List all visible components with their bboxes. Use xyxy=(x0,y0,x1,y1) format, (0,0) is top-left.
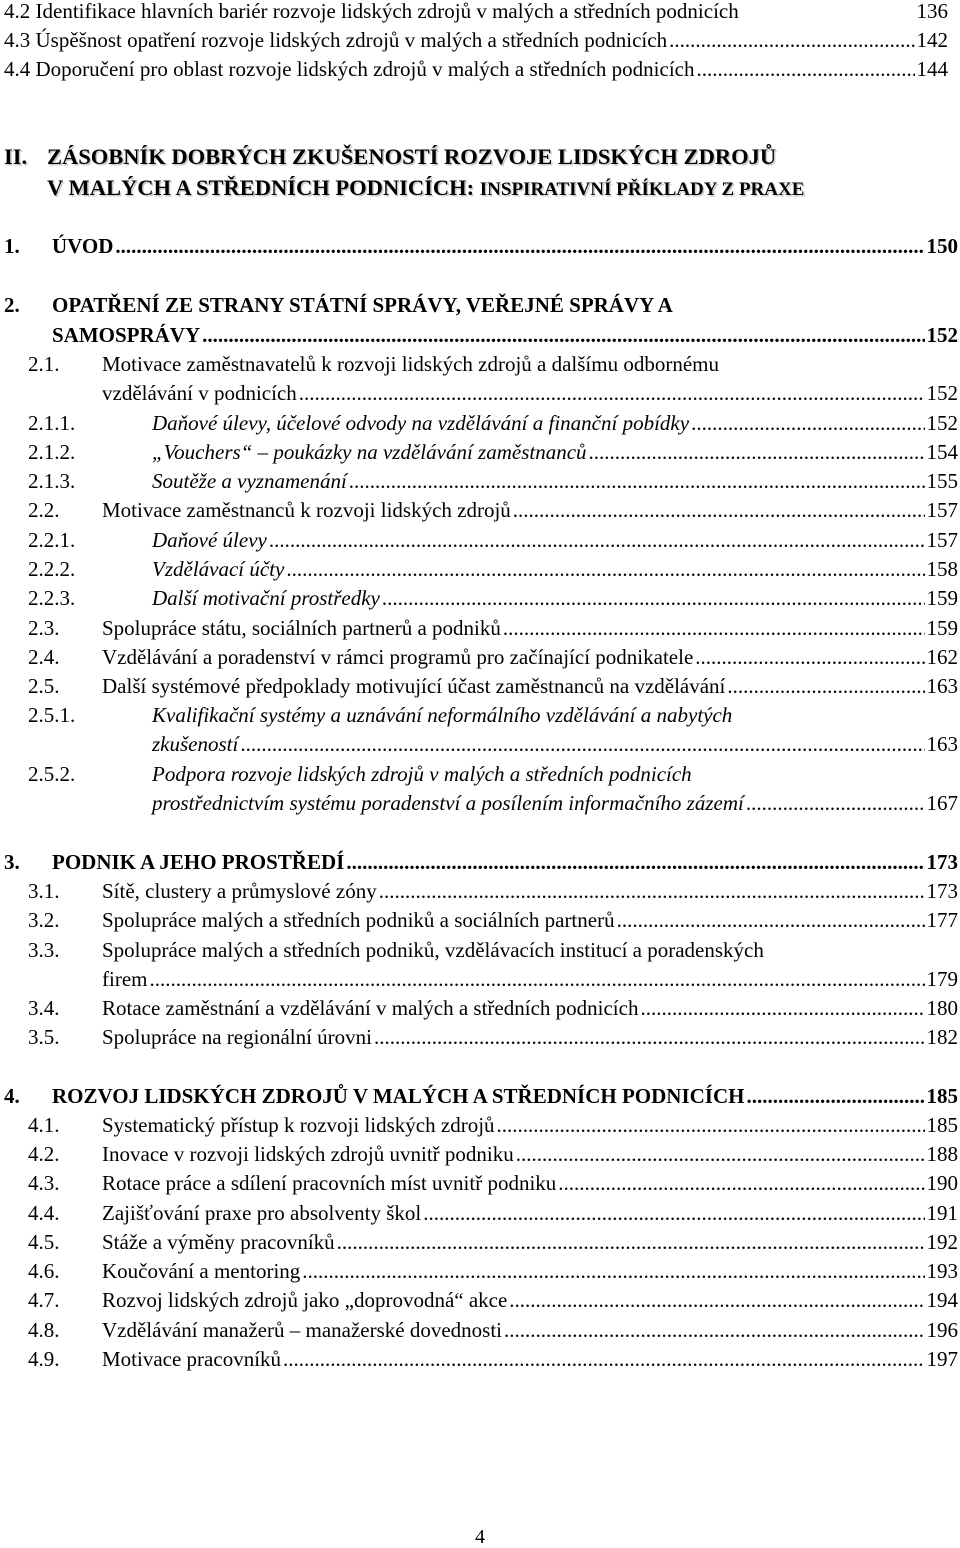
toc-entry-page: 190 xyxy=(926,1171,958,1195)
toc-entry-page: 163 xyxy=(926,674,958,698)
toc-entry-title: Další motivační prostředky xyxy=(152,586,380,610)
toc-entry-page: 191 xyxy=(926,1201,958,1225)
toc-entry-title: Soutěže a vyznamenání xyxy=(152,469,347,493)
toc-entry-title: Systematický přístup k rozvoji lidských zdrojů xyxy=(102,1113,495,1137)
toc-entry-number: 3.3. xyxy=(28,938,60,962)
toc-leader-dots xyxy=(379,877,925,905)
toc-entry-title: Motivace pracovníků xyxy=(102,1347,282,1371)
toc-entry-title: 4.2 Identifikace hlavních bariér rozvoje lidských zdrojů v malých a středních podnicích xyxy=(4,0,739,23)
toc-leader-dots xyxy=(589,438,925,466)
part-title: ZÁSOBNÍK DOBRÝCH ZKUŠENOSTÍ ROZVOJE LIDSKÝCH ZDROJŮ xyxy=(47,144,777,169)
toc-entry-page: 158 xyxy=(926,557,958,581)
toc-entry-page: 150 xyxy=(926,234,958,258)
toc-entry-title-line1: Spolupráce malých a středních podniků, vzdělávacích institucí a poradenských xyxy=(102,938,764,962)
toc-entry-title: vzdělávání v podnicích xyxy=(102,381,297,405)
toc-entry-number: 3. xyxy=(4,850,20,874)
toc-entry-title: firem xyxy=(102,967,148,991)
toc-leader-dots xyxy=(202,321,924,349)
toc-leader-dots xyxy=(516,1140,925,1168)
toc-leader-dots xyxy=(509,1286,924,1314)
toc-entry-title: Zajišťování praxe pro absolventy škol xyxy=(102,1201,422,1225)
toc-entry-page: 185 xyxy=(926,1084,958,1108)
toc-entry-title: „Vouchers“ – poukázky na vzdělávání zaměstnanců xyxy=(152,440,587,464)
toc-leader-dots xyxy=(337,1228,925,1256)
part-number: II. xyxy=(4,144,28,169)
toc-leader-dots xyxy=(286,555,924,583)
toc-entry-page: 194 xyxy=(926,1288,958,1312)
toc-leader-dots xyxy=(283,1345,924,1373)
toc-entry-number: 3.2. xyxy=(28,908,60,932)
toc-entry-page: 197 xyxy=(926,1347,958,1371)
toc-leader-dots xyxy=(695,643,924,671)
toc-entry-number: 2.1.1. xyxy=(28,411,76,435)
toc-entry-number: 1. xyxy=(4,234,20,258)
toc-entry-page: 152 xyxy=(926,411,958,435)
toc-entry-number: 2.1.3. xyxy=(28,469,76,493)
toc-entry-title: Vzdělávání a poradenství v rámci programů pro začínající podnikatele xyxy=(102,645,694,669)
toc-entry-page: 136 xyxy=(916,0,948,23)
toc-entry-page: 144 xyxy=(916,57,948,81)
toc-entry-page: 196 xyxy=(926,1318,958,1342)
toc-entry-number: 4.9. xyxy=(28,1347,60,1371)
toc-entry-page: 167 xyxy=(926,791,958,815)
toc-entry-title: Spolupráce na regionální úrovni xyxy=(102,1025,373,1049)
toc-entry-number: 4.3. xyxy=(28,1171,60,1195)
toc-leader-dots xyxy=(346,848,924,876)
toc-entry-title-line1: Motivace zaměstnavatelů k rozvoji lidských zdrojů a dalšímu odbornému xyxy=(102,352,719,376)
toc-entry-page: 180 xyxy=(926,996,958,1020)
toc-entry-number: 3.1. xyxy=(28,879,60,903)
toc-entry-page: 182 xyxy=(926,1025,958,1049)
toc-entry-number: 2.2.2. xyxy=(28,557,76,581)
toc-entry-title: Další systémové předpoklady motivující účast zaměstnanců na vzdělávání xyxy=(102,674,726,698)
toc-entry-number: 4.8. xyxy=(28,1318,60,1342)
toc-leader-dots xyxy=(503,614,925,642)
toc-entry-number: 2.5. xyxy=(28,674,60,698)
toc-entry-title: Vzdělávání manažerů – manažerské dovednosti xyxy=(102,1318,502,1342)
part-subtitle: INSPIRATIVNÍ PŘÍKLADY Z PRAXE xyxy=(479,179,805,200)
toc-entry-title: Daňové úlevy, účelové odvody na vzdělávání a finanční pobídky xyxy=(152,411,690,435)
toc-leader-dots xyxy=(746,789,925,817)
toc-leader-dots xyxy=(669,26,914,54)
toc-entry-number: 2.1.2. xyxy=(28,440,76,464)
toc-leader-dots xyxy=(640,994,924,1022)
toc-leader-dots xyxy=(299,379,925,407)
toc-entry-page: 173 xyxy=(926,850,958,874)
toc-entry-title: Daňové úlevy xyxy=(152,528,267,552)
toc-entry-page: 152 xyxy=(926,323,958,347)
toc-entry-number: 2.2.1. xyxy=(28,528,76,552)
toc-entry-number: 4. xyxy=(4,1084,20,1108)
toc-entry-number: 4.5. xyxy=(28,1230,60,1254)
toc-entry-number: 2.5.1. xyxy=(28,703,76,727)
toc-entry-page: 173 xyxy=(926,879,958,903)
toc-entry-page: 177 xyxy=(926,908,958,932)
toc-entry-number: 2.4. xyxy=(28,645,60,669)
toc-entry-number: 3.4. xyxy=(28,996,60,1020)
toc-entry-page: 154 xyxy=(926,440,958,464)
toc-leader-dots xyxy=(697,55,915,83)
toc-leader-dots xyxy=(504,1316,925,1344)
toc-entry-title: Sítě, clustery a průmyslové zóny xyxy=(102,879,377,903)
toc-leader-dots xyxy=(558,1169,924,1197)
toc-entry-title: ÚVOD xyxy=(52,234,114,258)
toc-entry-page: 163 xyxy=(926,732,958,756)
part-title-line2: V MALÝCH A STŘEDNÍCH PODNICÍCH: INSPIRATIVNÍ PŘÍKLADY Z PRAXE xyxy=(47,175,805,200)
toc-entry-title: PODNIK A JEHO PROSTŘEDÍ xyxy=(52,850,345,874)
toc-leader-dots xyxy=(240,730,924,758)
toc-entry-number: 4.7. xyxy=(28,1288,60,1312)
toc-entry-number: 4.4. xyxy=(28,1201,60,1225)
toc-entry-page: 142 xyxy=(916,28,948,52)
toc-entry-title: Koučování a mentoring xyxy=(102,1259,301,1283)
toc-entry-page: 179 xyxy=(926,967,958,991)
toc-leader-dots xyxy=(149,965,924,993)
toc-entry-page: 188 xyxy=(926,1142,958,1166)
toc-entry-title: 4.3 Úspěšnost opatření rozvoje lidských zdrojů v malých a středních podnicích xyxy=(4,28,668,52)
toc-entry-page: 193 xyxy=(926,1259,958,1283)
toc-entry-title: Stáže a výměny pracovníků xyxy=(102,1230,335,1254)
toc-leader-dots xyxy=(382,584,925,612)
toc-leader-dots xyxy=(727,672,924,700)
toc-entry-title: ROZVOJ LIDSKÝCH ZDROJŮ V MALÝCH A STŘEDNÍCH PODNICÍCH xyxy=(52,1084,745,1108)
toc-leader-dots xyxy=(115,232,924,260)
toc-entry-title: Rotace zaměstnání a vzdělávání v malých a středních podnicích xyxy=(102,996,639,1020)
toc-entry-number: 2.2.3. xyxy=(28,586,76,610)
toc-leader-dots xyxy=(374,1023,924,1051)
toc-entry-title: 4.4 Doporučení pro oblast rozvoje lidských zdrojů v malých a středních podnicích xyxy=(4,57,695,81)
toc-entry-number: 3.5. xyxy=(28,1025,60,1049)
toc-leader-dots xyxy=(746,1082,924,1110)
toc-entry-number: 2.1. xyxy=(28,352,60,376)
toc-entry-title-line1: Kvalifikační systémy a uznávání neformálního vzdělávání a nabytých xyxy=(152,703,733,727)
toc-entry-title: Spolupráce státu, sociálních partnerů a podniků xyxy=(102,616,501,640)
toc-entry-title-line1: OPATŘENÍ ZE STRANY STÁTNÍ SPRÁVY, VEŘEJNÉ SPRÁVY A xyxy=(52,293,673,317)
toc-entry-number: 2.5.2. xyxy=(28,762,76,786)
toc-entry-page: 192 xyxy=(926,1230,958,1254)
toc-entry-title: zkušeností xyxy=(152,732,239,756)
toc-leader-dots xyxy=(691,409,924,437)
toc-leader-dots xyxy=(269,526,925,554)
toc-entry-page: 162 xyxy=(926,645,958,669)
toc-entry-number: 4.6. xyxy=(28,1259,60,1283)
toc-leader-dots xyxy=(349,467,925,495)
toc-entry-title: prostřednictvím systému poradenství a posílením informačního zázemí xyxy=(152,791,744,815)
toc-entry-title: Spolupráce malých a středních podniků a sociálních partnerů xyxy=(102,908,615,932)
toc-entry-page: 155 xyxy=(926,469,958,493)
toc-entry-page: 152 xyxy=(926,381,958,405)
toc-leader-dots xyxy=(497,1111,925,1139)
toc-entry-page: 185 xyxy=(926,1113,958,1137)
toc-entry-title: Inovace v rozvoji lidských zdrojů uvnitř podniku xyxy=(102,1142,514,1166)
toc-entry-number: 2.2. xyxy=(28,498,60,522)
toc-entry-title: Rozvoj lidských zdrojů jako „doprovodná“ akce xyxy=(102,1288,508,1312)
toc-entry-number: 4.1. xyxy=(28,1113,60,1137)
toc-entry-number: 4.2. xyxy=(28,1142,60,1166)
toc-entry-number: 2.3. xyxy=(28,616,60,640)
toc-entry-page: 159 xyxy=(926,586,958,610)
toc-entry-page: 157 xyxy=(926,528,958,552)
toc-entry-title: Vzdělávací účty xyxy=(152,557,285,581)
toc-entry-page: 159 xyxy=(926,616,958,640)
toc-entry-title: SAMOSPRÁVY xyxy=(52,323,201,347)
toc-entry-page: 157 xyxy=(926,498,958,522)
toc-entry-title-line1: Podpora rozvoje lidských zdrojů v malých a středních podnicích xyxy=(152,762,692,786)
toc-leader-dots xyxy=(617,906,925,934)
page-number: 4 xyxy=(475,1526,485,1548)
toc-leader-dots xyxy=(302,1257,924,1285)
toc-entry-title: Rotace práce a sdílení pracovních míst uvnitř podniku xyxy=(102,1171,557,1195)
toc-leader-dots xyxy=(423,1199,924,1227)
toc-entry-title: Motivace zaměstnanců k rozvoji lidských zdrojů xyxy=(102,498,511,522)
toc-entry-number: 2. xyxy=(4,293,20,317)
toc-leader-dots xyxy=(513,496,925,524)
